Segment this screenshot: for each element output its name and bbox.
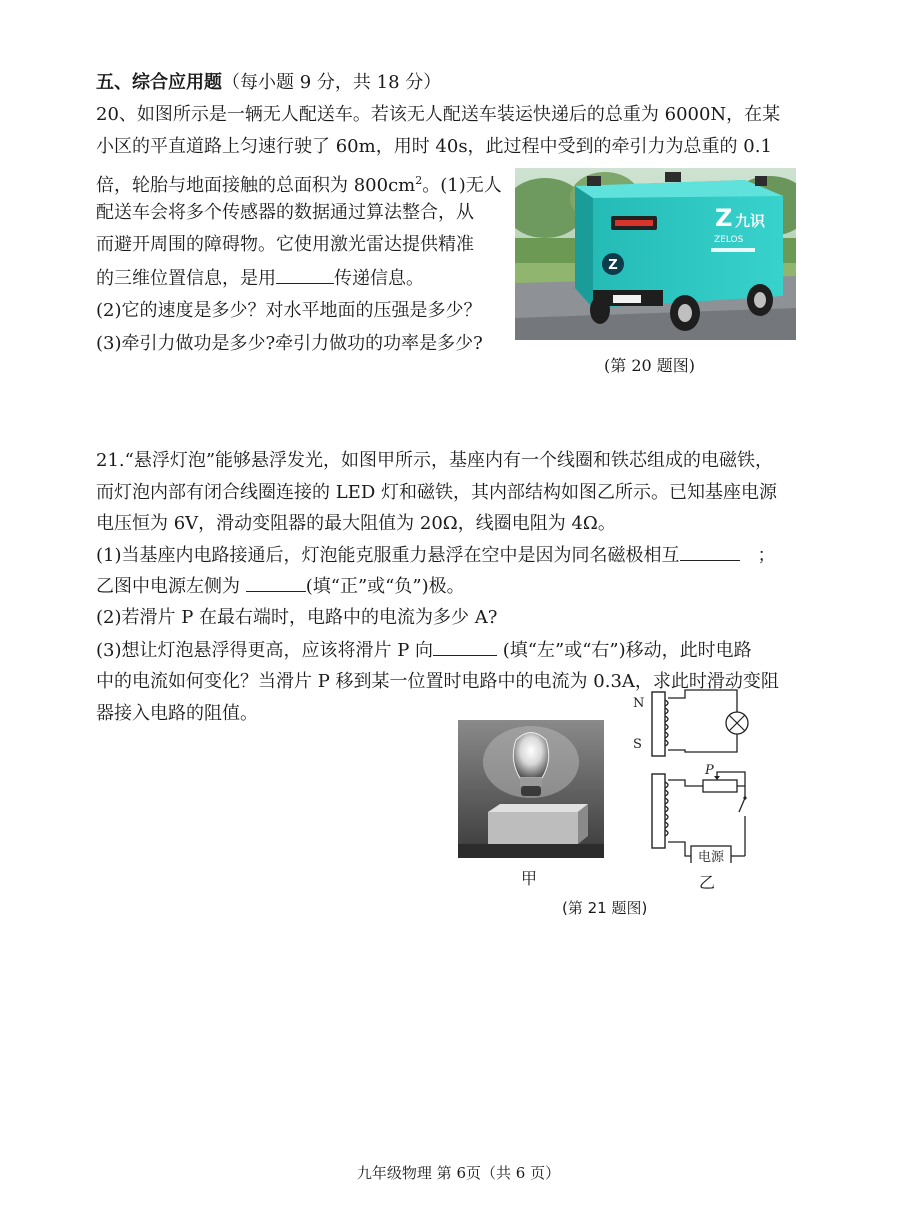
q20-line-3-text: 倍，轮胎与地面接触的总面积为 800cm <box>96 175 416 196</box>
q21-blank-3[interactable] <box>433 637 497 656</box>
q21-line-7 <box>96 637 752 664</box>
q21-line-5-tail: (填“正”或“负”)极。 <box>305 576 465 597</box>
q21-figure-caption: (第 21 题图) <box>562 899 648 917</box>
lamp-image <box>458 720 604 858</box>
q21-line-4-text: (1)当基座内电路接通后，灯泡能克服重力悬浮在空中是因为同名磁极相互 <box>96 545 680 566</box>
q20-figure-caption: (第 20 题图) <box>604 356 696 375</box>
q20-superscript: 2 <box>415 174 423 187</box>
q21-line-5 <box>96 573 465 600</box>
q21-blank-2[interactable] <box>246 573 306 592</box>
label-jia: 甲 <box>521 869 538 888</box>
q21-line-8: 中的电流如何变化？当滑片 P 移到某一位置时电路中的电流为 0.3A，求此时滑动变阻 <box>96 671 779 692</box>
section-score-note: （每小题 9 分，共 18 分） <box>222 72 442 93</box>
q20-line-3 <box>96 168 502 199</box>
power-source-label: 电源 <box>697 850 725 863</box>
q20-line-4: 配送车会将多个传感器的数据通过算法整合，从 <box>96 202 474 223</box>
q21-line-9: 器接入电路的阻值。 <box>96 703 258 724</box>
q20-line-3-tail: 。(1)无人 <box>422 175 502 196</box>
circuit-svg <box>625 688 765 863</box>
q21-blank-1[interactable] <box>680 542 740 561</box>
q20-line-2: 小区的平直道路上匀速行驶了 60m，用时 40s，此过程中受到的牵引力为总重的 0.1 <box>96 136 772 157</box>
q20-line-5: 而避开周围的障碍物。它使用激光雷达提供精准 <box>96 234 474 255</box>
q21-line-4 <box>96 542 776 569</box>
q20-line-1: 20、如图所示是一辆无人配送车。若该无人配送车装运快递后的总重为 6000N，在某 <box>96 104 781 125</box>
q20-answer-blank[interactable] <box>276 265 334 284</box>
section-title: 五、综合应用题 <box>96 72 222 93</box>
q20-line-6-text: 的三维位置信息，是用 <box>96 268 276 289</box>
label-yi: 乙 <box>699 873 716 892</box>
delivery-robot-image <box>515 168 796 340</box>
page-footer: 九年级物理 第 6页（共 6 页） <box>356 1164 561 1182</box>
q21-line-1: 21.“悬浮灯泡”能够悬浮发光，如图甲所示，基座内有一个线圈和铁芯组成的电磁铁， <box>96 450 774 471</box>
q21-line-3: 电压恒为 6V，滑动变阻器的最大阻值为 20Ω，线圈电阻为 4Ω。 <box>96 513 616 534</box>
robot-brand-cn: 九识 <box>735 212 766 230</box>
pole-n-label: N <box>633 696 645 711</box>
robot-brand-en: ZELOS <box>714 235 744 245</box>
section-heading <box>96 70 441 96</box>
pole-s-label: S <box>633 737 642 752</box>
q21-line-2: 而灯泡内部有闭合线圈连接的 LED 灯和磁铁，其内部结构如图乙所示。已知基座电源 <box>96 482 777 503</box>
q21-line-4-tail: ； <box>757 545 776 566</box>
delivery-robot-photo <box>515 168 796 340</box>
svg-text:Z: Z <box>608 258 618 273</box>
svg-text:Z: Z <box>715 204 733 232</box>
slider-p-label: P <box>705 763 714 778</box>
q20-line-6 <box>96 265 424 292</box>
q21-line-6: (2)若滑片 P 在最右端时，电路中的电流为多少 A? <box>96 607 498 628</box>
q21-line-7-tail: (填“左”或“右”)移动，此时电路 <box>497 640 752 661</box>
q20-line-6-tail: 传递信息。 <box>334 268 424 289</box>
circuit-diagram <box>625 688 765 863</box>
q21-line-7-text: (3)想让灯泡悬浮得更高，应该将滑片 P 向 <box>96 640 434 661</box>
q20-line-7: (2)它的速度是多少？对水平地面的压强是多少？ <box>96 300 482 321</box>
levitating-lamp-photo <box>458 720 604 858</box>
q21-line-5-text: 乙图中电源左侧为 <box>96 576 246 597</box>
q20-line-8: (3)牵引力做功是多少?牵引力做功的功率是多少? <box>96 333 483 354</box>
